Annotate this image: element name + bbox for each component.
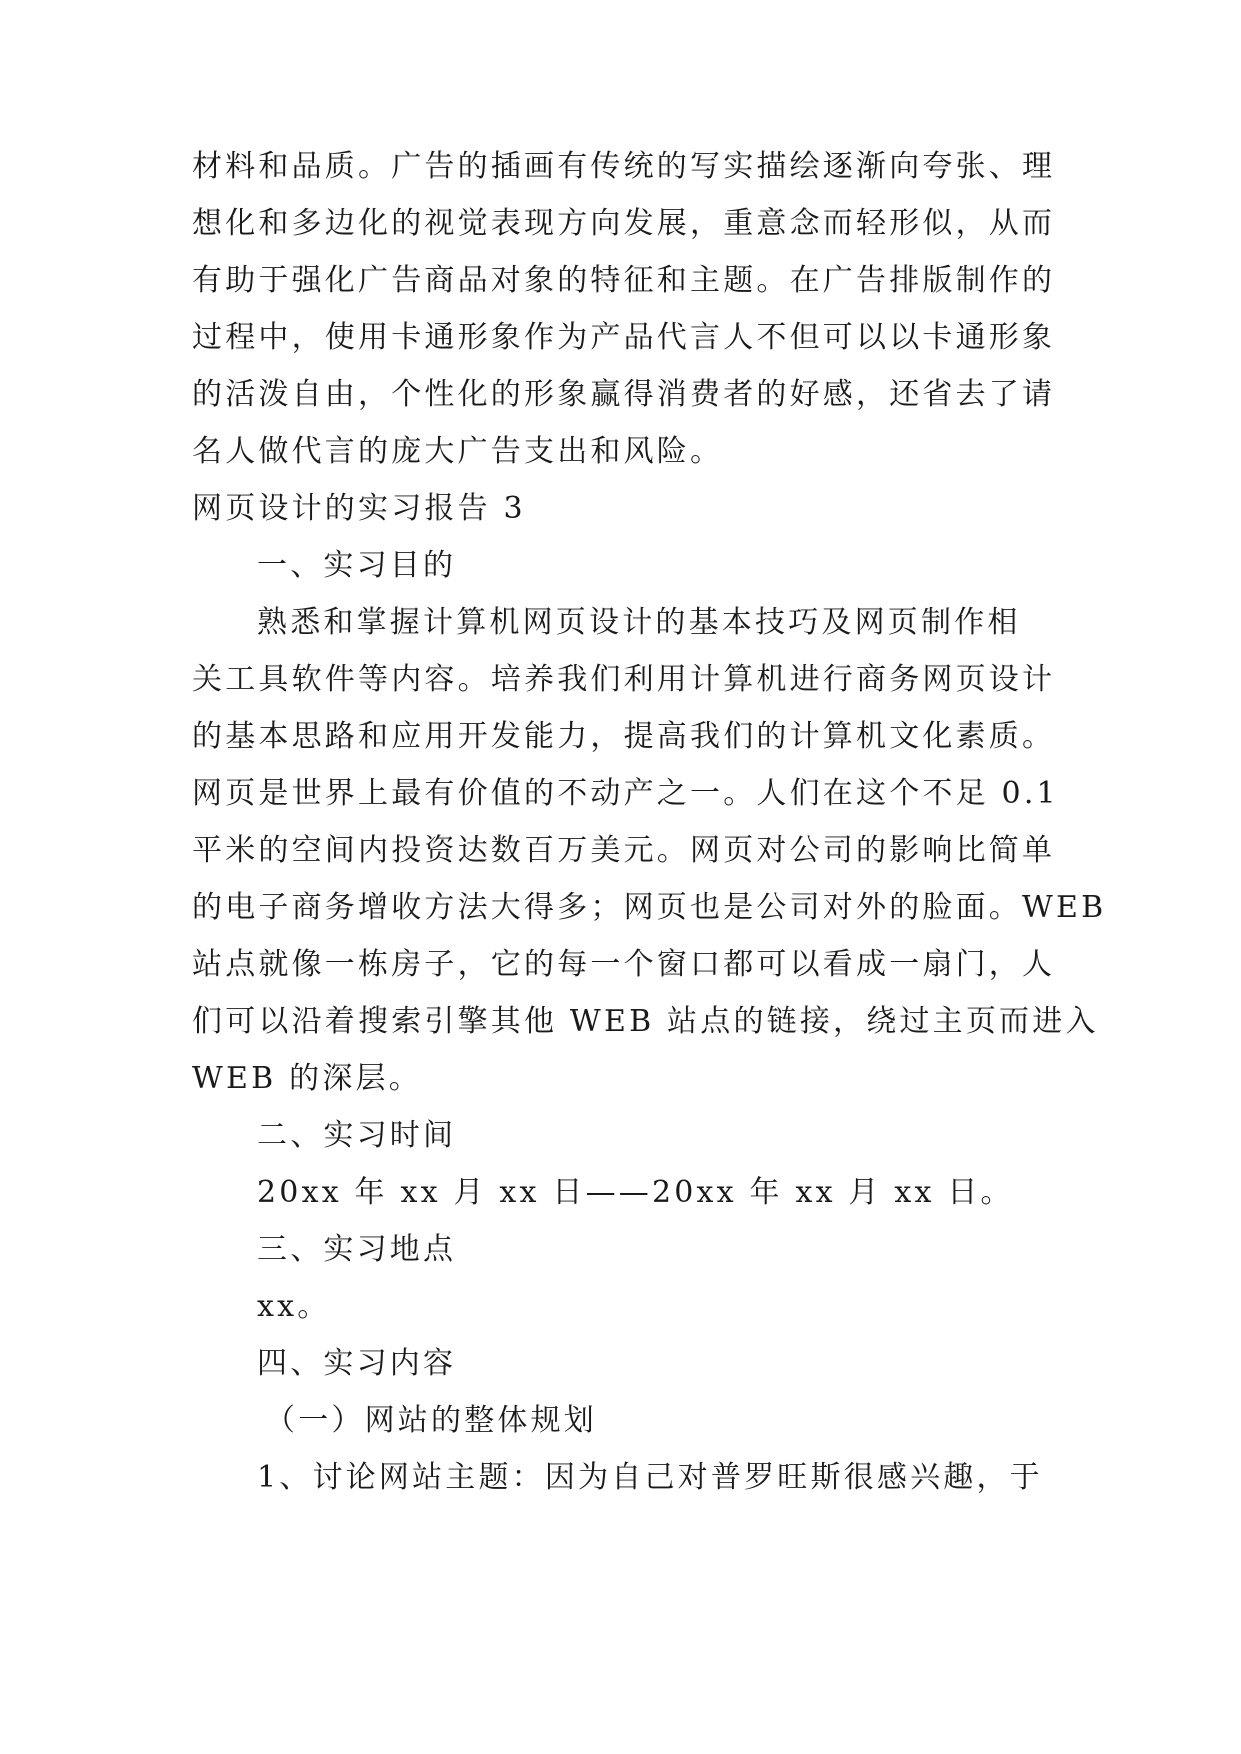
body-text-line: 站点就像一栋房子，它的每一个窗口都可以看成一扇门，人	[192, 947, 1056, 982]
report-title: 网页设计的实习报告 3	[192, 491, 526, 526]
body-text-line: 的电子商务增收方法大得多；网页也是公司对外的脸面。WEB	[192, 890, 1107, 925]
body-text-line: 想化和多边化的视觉表现方向发展，重意念而轻形似，从而	[192, 206, 1056, 241]
body-text-line: 网页是世界上最有价值的不动产之一。人们在这个不足 0.1	[192, 776, 1059, 811]
internship-location: xx。	[257, 1289, 331, 1324]
body-text-line: 名人做代言的庞大广告支出和风险。	[192, 434, 724, 469]
body-text-line: 关工具软件等内容。培养我们利用计算机进行商务网页设计	[192, 662, 1056, 697]
internship-date-range: 20xx 年 xx 月 xx 日——20xx 年 xx 月 xx 日。	[257, 1175, 1014, 1210]
section-heading-time: 二、实习时间	[257, 1118, 457, 1153]
body-text-line: 平米的空间内投资达数百万美元。网页对公司的影响比简单	[192, 833, 1056, 868]
body-text-line: 熟悉和掌握计算机网页设计的基本技巧及网页制作相	[257, 605, 1021, 640]
body-text-line: 的活泼自由，个性化的形象赢得消费者的好感，还省去了请	[192, 377, 1056, 412]
subsection-heading-planning: （一）网站的整体规划	[265, 1403, 597, 1438]
body-text-line: 的基本思路和应用开发能力，提高我们的计算机文化素质。	[192, 719, 1056, 754]
section-heading-purpose: 一、实习目的	[257, 548, 457, 583]
body-text-line: 过程中，使用卡通形象作为产品代言人不但可以以卡通形象	[192, 320, 1056, 355]
body-text-line: 1、讨论网站主题：因为自己对普罗旺斯很感兴趣，于	[257, 1460, 1043, 1495]
body-text-line: 材料和品质。广告的插画有传统的写实描绘逐渐向夸张、理	[192, 149, 1056, 184]
body-text-line: WEB 的深层。	[192, 1061, 422, 1096]
body-text-line: 们可以沿着搜索引擎其他 WEB 站点的链接，绕过主页而进入	[192, 1004, 1099, 1039]
body-text-line: 有助于强化广告商品对象的特征和主题。在广告排版制作的	[192, 263, 1056, 298]
section-heading-content: 四、实习内容	[257, 1346, 457, 1381]
section-heading-location: 三、实习地点	[257, 1232, 457, 1267]
